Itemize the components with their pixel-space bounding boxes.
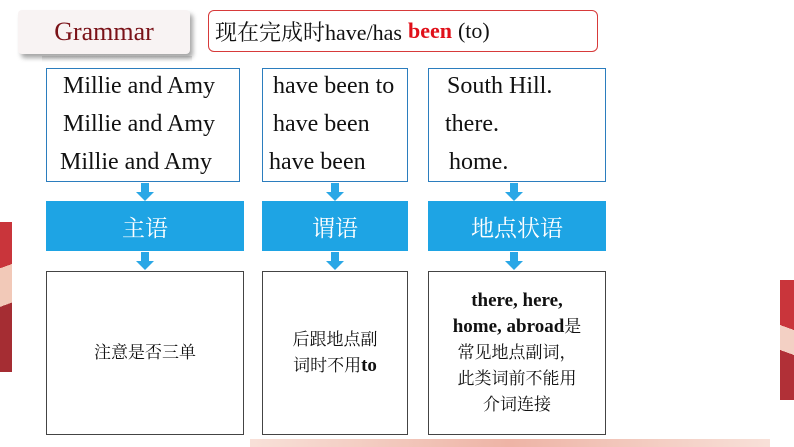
- predicate-line-3: have been: [269, 149, 366, 175]
- predicate-note: [293, 328, 378, 379]
- adverbial-note-line-2: [453, 314, 582, 340]
- subject-sentence-box: [46, 68, 240, 182]
- subject-label-bar: [46, 201, 244, 251]
- adverbial-note-line-3: 常见地点副词，: [457, 343, 577, 363]
- adverbial-note-line-1: there, here,: [471, 290, 563, 311]
- adverbial-note-line-2-bold: home, abroad: [452, 316, 565, 337]
- grammar-tab: [18, 10, 190, 54]
- adverbial-note-box: [428, 271, 606, 435]
- adverbial-note-line-4: 此类词前不能用: [457, 369, 577, 389]
- right-decoration: [780, 280, 794, 400]
- predicate-note-box: [262, 271, 408, 435]
- adverbial-label: 地点状语: [471, 215, 563, 242]
- adverbial-line-1: South Hill.: [447, 73, 553, 99]
- adverbial-note: [453, 288, 582, 418]
- title-suffix: (to): [457, 18, 490, 43]
- tab-shadow: [42, 56, 192, 62]
- subject-note: 注意是否三单: [94, 342, 196, 363]
- predicate-sentence-box: [262, 68, 408, 182]
- predicate-label-bar: [262, 201, 408, 251]
- adverbial-note-line-2-suffix: 是: [564, 317, 582, 337]
- bottom-decoration: [250, 439, 770, 447]
- subject-line-2: Millie and Amy: [63, 111, 215, 137]
- predicate-note-line-2-bold: to: [361, 354, 377, 376]
- grammar-tab-label: Grammar: [54, 17, 154, 46]
- subject-line-1: Millie and Amy: [63, 73, 215, 99]
- title-prefix: 现在完成时have/has: [215, 19, 402, 45]
- predicate-note-line-2-text: 词时不用: [293, 355, 362, 376]
- subject-line-3: Millie and Amy: [60, 149, 212, 175]
- slide-title: [208, 10, 598, 52]
- predicate-line-2: have been: [273, 111, 370, 137]
- adverbial-sentence-box: [428, 68, 606, 182]
- predicate-note-line-2: [293, 353, 378, 379]
- left-decoration: [0, 222, 12, 372]
- adverbial-line-3: home.: [449, 149, 509, 175]
- predicate-label: 谓语: [312, 215, 358, 242]
- predicate-line-1: have been to: [273, 73, 395, 99]
- predicate-note-line-1: 后跟地点副: [292, 329, 378, 350]
- adverbial-note-line-5: 介词连接: [483, 395, 551, 415]
- title-highlight: been: [407, 18, 452, 43]
- subject-note-box: [46, 271, 244, 435]
- subject-label: 主语: [122, 215, 168, 242]
- adverbial-line-2: there.: [445, 111, 499, 137]
- adverbial-label-bar: [428, 201, 606, 251]
